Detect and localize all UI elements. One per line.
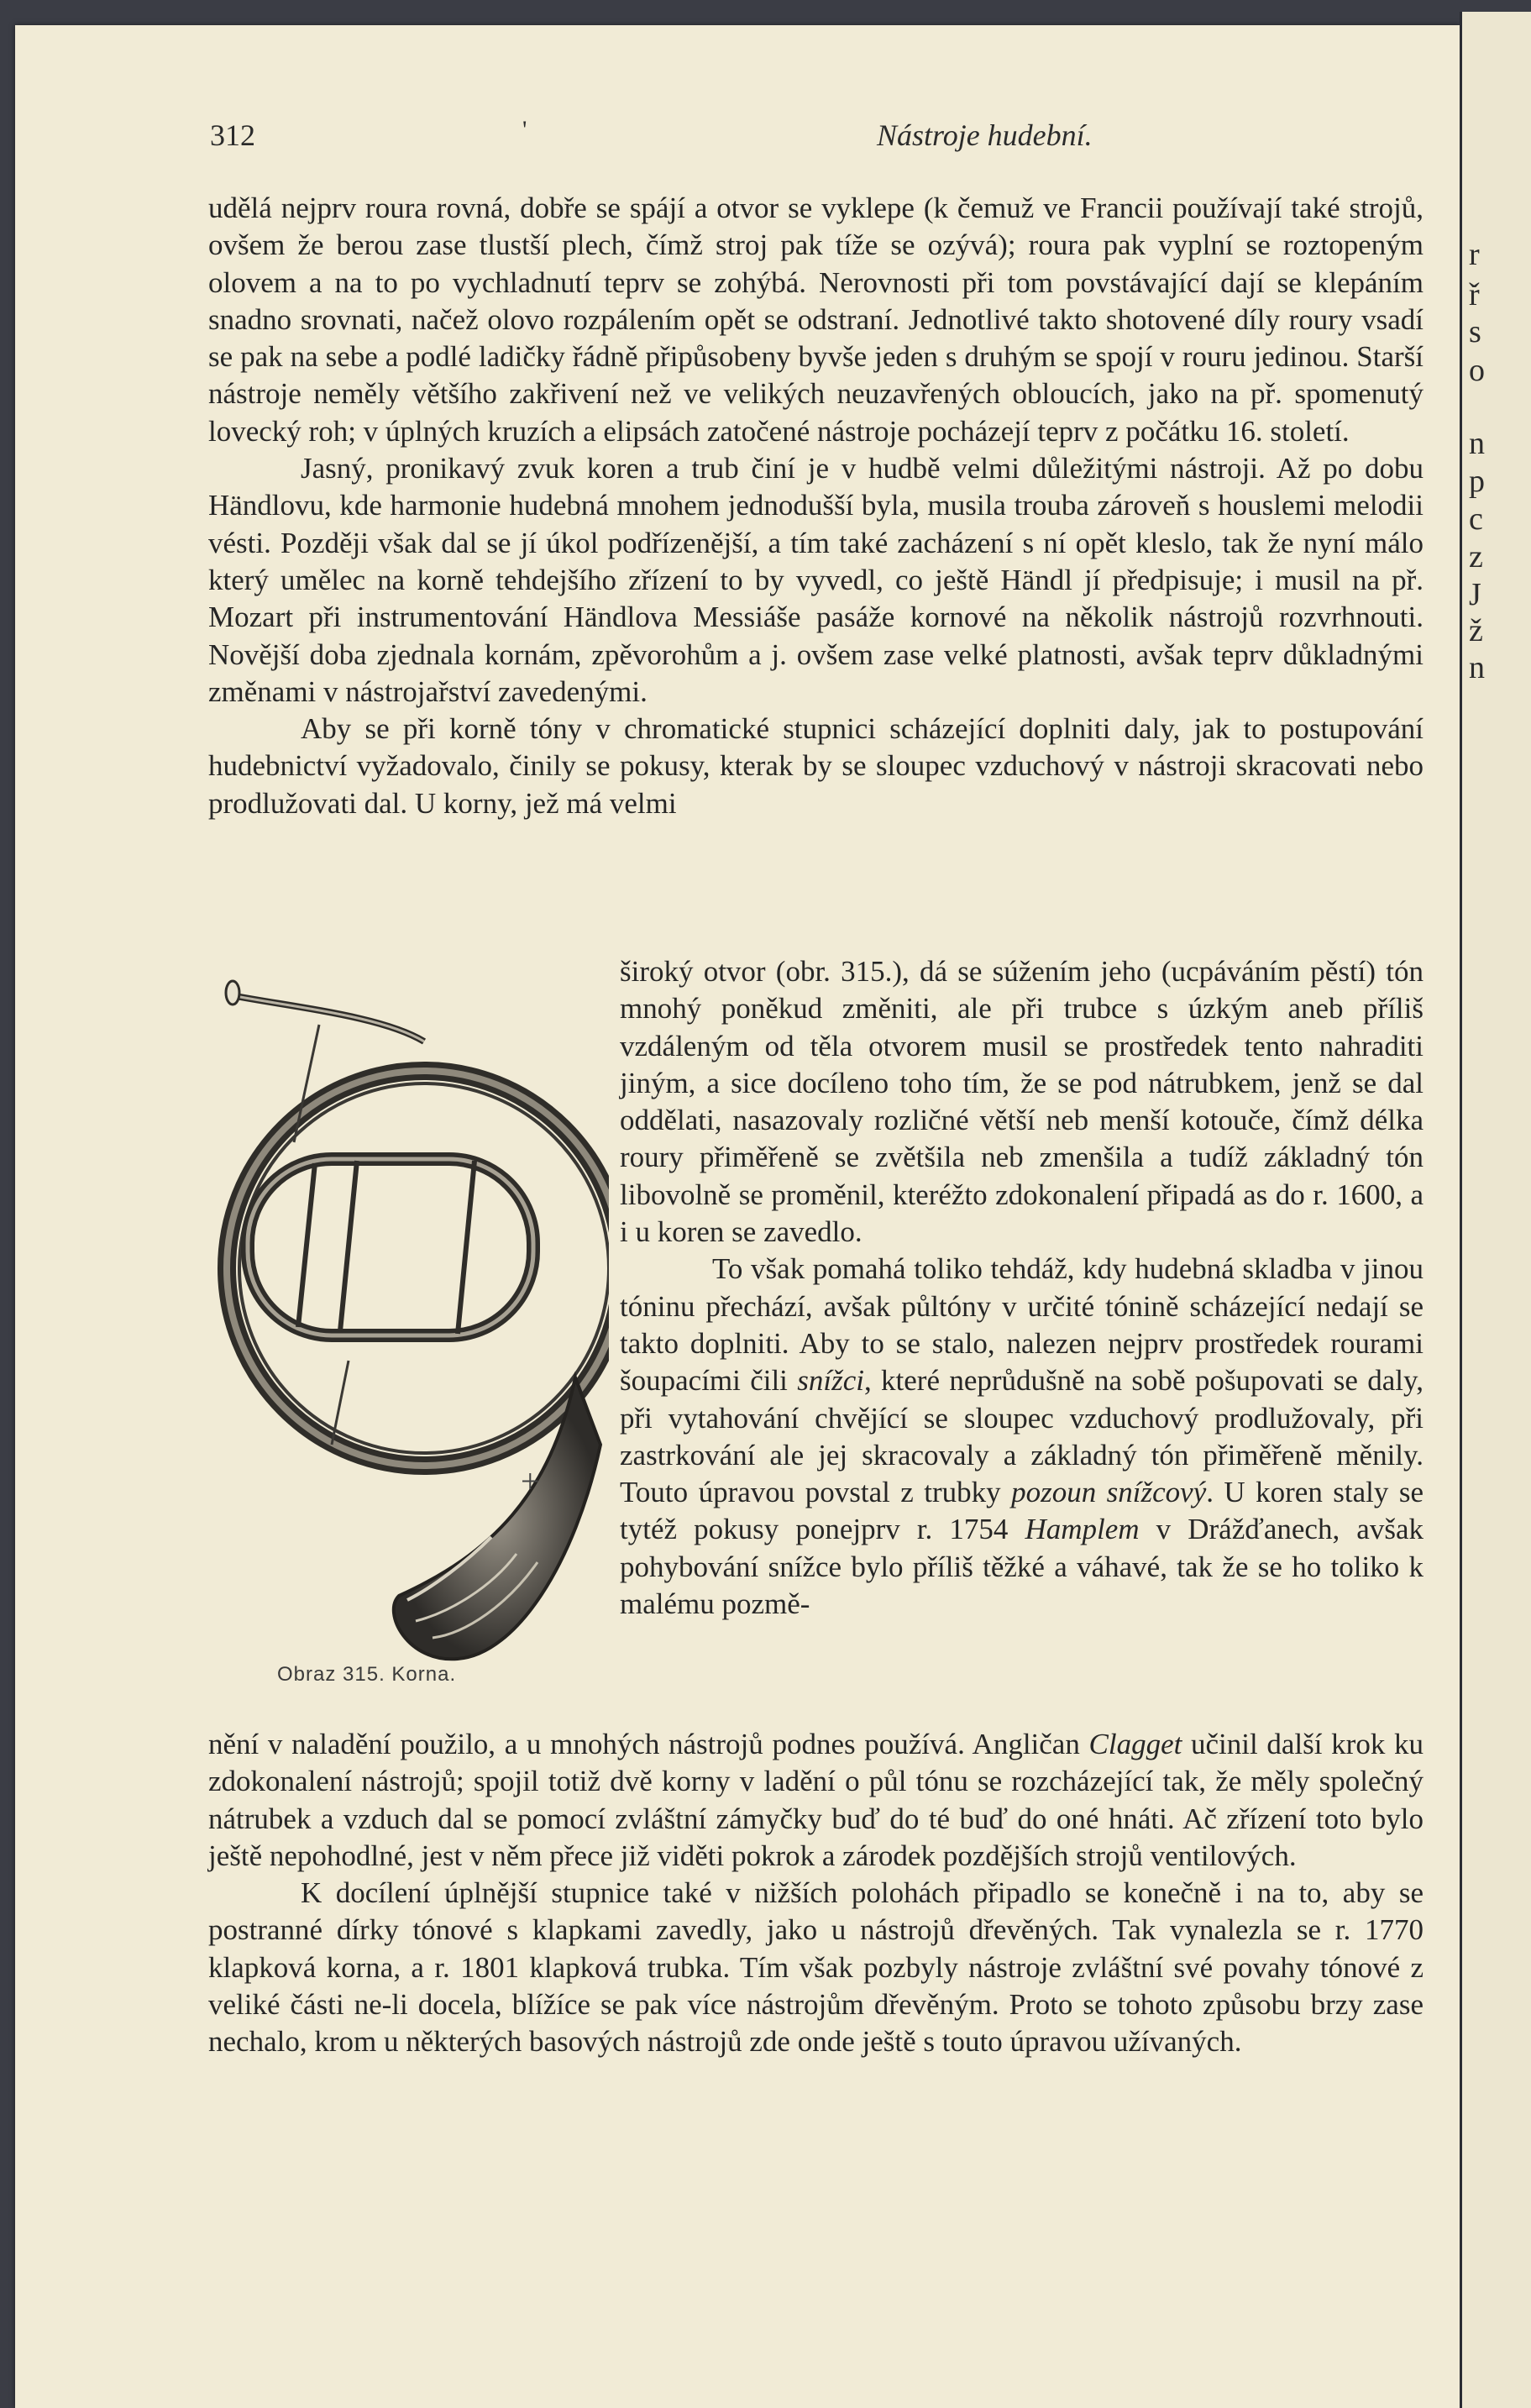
page-header (195, 118, 1429, 160)
header-mark: ' (522, 116, 527, 144)
paragraph (620, 1251, 1424, 1623)
text-run: . U koren staly se tytéž pokusy ponejprv r. 1754 (620, 1476, 1424, 1546)
body-text-wrap (620, 953, 1424, 1623)
adjacent-page-fragment: n (1469, 650, 1485, 685)
adjacent-page-fragment: o (1469, 353, 1485, 388)
emphasis-term: pozoun snížcový (1011, 1476, 1207, 1509)
figure-annotation-mark: + (521, 1462, 540, 1500)
adjacent-page-fragment: ř (1469, 277, 1480, 312)
adjacent-page-edge (1460, 12, 1531, 2408)
emphasis-name: Clagget (1088, 1728, 1182, 1760)
paragraph (208, 1726, 1424, 1875)
adjacent-page-fragment: n (1469, 426, 1485, 461)
text-run: nění v naladění použilo, a u mnohých nástrojů podnes používá. Angličan (208, 1728, 1089, 1760)
horn-drawing (214, 974, 609, 1663)
page-number: 312 (210, 118, 255, 152)
body-text-top (208, 190, 1424, 822)
horn-illustration (214, 974, 609, 1688)
adjacent-page-fragment: r (1469, 237, 1480, 272)
text-run: To však pomahá toliko tehdáž, kdy hudebná skladba v jinou tóninu přechází, avšak půltóny v určité tónině scházející nedají se takto doplniti. Aby to se stalo, nalezen nejprv prostředek rourami šoupacími čili (620, 1252, 1424, 1398)
text-run: , které neprůdušně na sobě pošupovati se daly, při vytahování chvějící se sloupec vzduchový prodlužovaly, při zastrkování ale jej skracovaly a základný tón přiměřeně měnily. Touto úpravou povstal z trubky (620, 1364, 1424, 1509)
paragraph: udělá nejprv roura rovná, dobře se spájí a otvor se vyklepe (k čemuž ve Francii používají také strojů, ovšem že berou zase tlustší plech, čímž stroj pak tíže se ozývá); roura pak vyplní se roztopeným olovem a na to po vychladnutí teprv se zohýbá. Nerovnosti při tom povstávající dají se klepáním snadno srovnati, načež olovo rozpálením opět se odstraní. Jednotlivé takto shotovené díly roury vsadí se pak na sebe a podlé ladičky řádně připůsobeny byvše jeden s druhým se spojí v rouru jedinou. Starší nástroje neměly většího zakřivení než ve velikých neuzavřených obloucích, jako na př. spomenutý lovecký roh; v úplných kruzích a elipsách zatočené nástroje pocházejí teprv z počátku 16. století. (208, 191, 1424, 448)
emphasis-name: Hamplem (1025, 1513, 1140, 1546)
text-run: učinil další krok ku zdokonalení nástrojů; spojil totiž dvě korny v ladění o půl tónu se rozcházející tak, že měly společný nátrubek a vzduch dal se pomocí zvláštní zámyčky buď do té buď do oné hnáti. Ač zřízení toto bylo ještě nepohodlné, jest v něm přece již viděti pokrok a zárodek pozdějších strojů ventilových. (208, 1728, 1424, 1872)
adjacent-page-fragment: c (1469, 501, 1483, 537)
paragraph: široký otvor (obr. 315.), dá se súžením jeho (ucpáváním pěstí) tón mnohý poněkud změniti, ale při trubce s úzkým aneb příliš vzdáleným od těla otvorem musil se prostředek tento nahraditi jiným, a sice docíleno toho tím, že se pod nátrubkem, jenž se dal oddělati, nasazovaly rozličné větší neb menší kotouče, čímž délka roury přiměřeně se zvětšila neb zmenšila a tudíž základný tón libovolně se proměnil, kteréžto zdokonalení připadá as do r. 1600, a i u koren se zavedlo. (620, 955, 1424, 1249)
paragraph: Aby se při korně tóny v chromatické stupnici scházející doplniti daly, jak to postupování hudebnictví vyžadovalo, činily se pokusy, kterak by se sloupec vzduchový v nástroji skracovati nebo prodlužovati dal. U korny, jež má velmi (208, 712, 1424, 820)
adjacent-page-fragment: z (1469, 539, 1483, 574)
text-run: v Drážďanech, avšak pohybování snížce bylo příliš těžké a váhavé, tak že se ho toliko k malému pozmě- (620, 1513, 1424, 1621)
figure-caption: Obraz 315. Korna. (277, 1663, 457, 1686)
body-text-bottom (208, 1726, 1424, 2061)
emphasis-term: snížci (797, 1364, 864, 1398)
paragraph: K docílení úplnější stupnice také v nižších polohách připadlo se konečně i na to, aby se postranné dírky tónové s klapkami zavedly, jako u nástrojů dřevěných. Tak vynalezla se r. 1770 klapková korna, a r. 1801 klapková trubka. Tím však pozbyly nástroje zvláštní své povahy tónové z veliké části ne-li docela, blížíce se pak více nástrojům dřevěným. Proto se tohoto způsobu brzy zase nechalo, krom u některých basových nástrojů zde onde ještě s touto úpravou užívaných. (208, 1876, 1424, 2059)
adjacent-page-fragment: J (1469, 577, 1481, 612)
adjacent-page-fragment: p (1469, 464, 1485, 499)
adjacent-page-fragment: s (1469, 314, 1481, 349)
adjacent-page-fragment: ž (1469, 613, 1483, 648)
paragraph: Jasný, pronikavý zvuk koren a trub činí je v hudbě velmi důležitými nástroji. Až po dobu Händlovu, kde harmonie hudebná mnohem jednodušší byla, musila trouba zároveň s houslemi melodii vésti. Později však dal se jí úkol podřízenější, a tím také zacházení s ní opět kleslo, tak že nyní málo který umělec na korně tehdejšího zřízení to by vyvedl, co ještě Händl jí předpisuje; i musil na př. Mozart při instrumentování Händlova Messiáše pasáže kornové na několik nástrojů rozvrhnouti. Novější doba zjednala kornám, zpěvorohům a j. ovšem zase velké platnosti, avšak teprv důkladnými změnami v nástrojařství zavedenými. (208, 452, 1424, 708)
running-title: Nástroje hudební. (877, 118, 1093, 152)
